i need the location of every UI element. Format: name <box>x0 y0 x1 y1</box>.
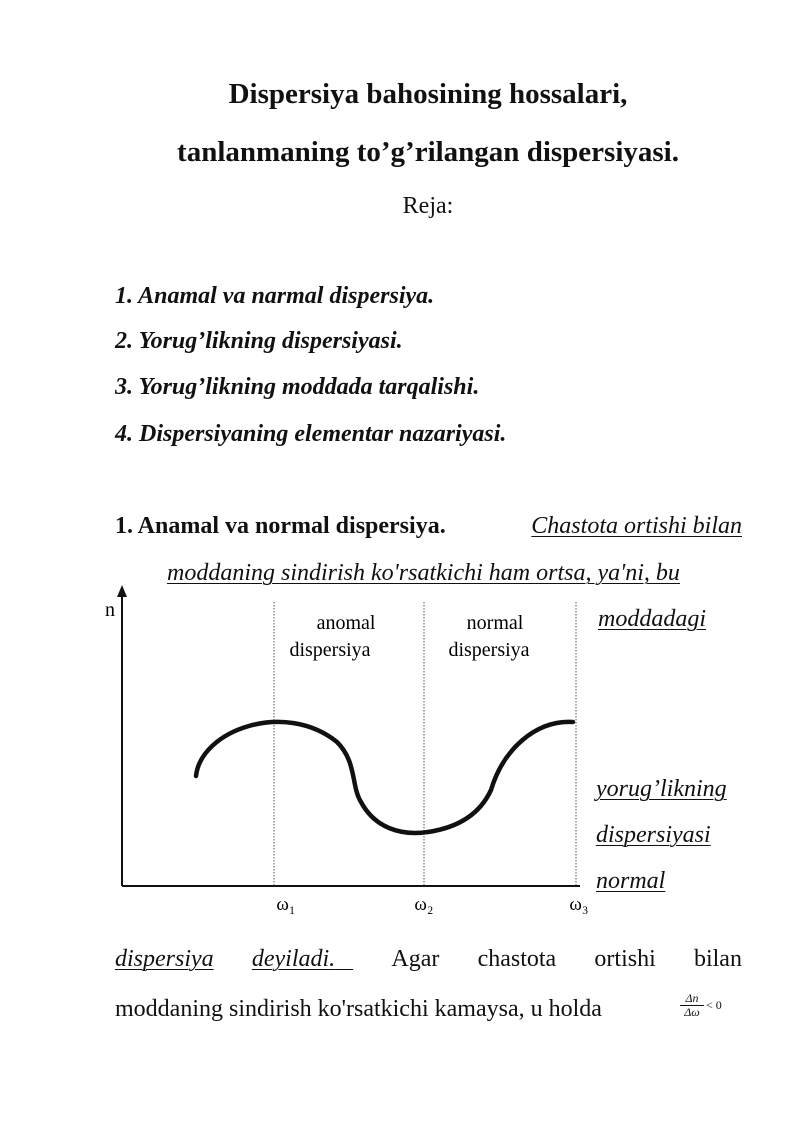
plan-label: Reja: <box>402 193 454 219</box>
section1-heading: 1. Anamal va normal dispersiya. <box>115 513 446 539</box>
side-text-4: normal <box>596 868 666 894</box>
formula-relation: < 0 <box>706 998 722 1012</box>
formula <box>680 992 722 1019</box>
y-axis-arrow <box>117 585 127 597</box>
dispersion-graph <box>95 580 605 920</box>
region2-label-b: dispersiya <box>448 639 530 661</box>
section1-line2: moddaning sindirish ko'rsatkichi ham ortsa, ya'ni, bu <box>167 560 680 586</box>
plan-item-3: 3. Yorug’likning moddada tarqalishi. <box>115 374 480 400</box>
x-tick-omega1: ω₁ <box>276 894 296 915</box>
plan-item-4: 4. Dispersiyaning elementar nazariyasi. <box>115 421 507 447</box>
plan-item-1: 1. Anamal va narmal dispersiya. <box>115 283 435 309</box>
after-graph-line <box>115 946 742 973</box>
region1-label-a: anomal <box>316 612 376 634</box>
region1-label-b: dispersiya <box>289 639 371 661</box>
after-word-6: bilan <box>693 946 742 972</box>
formula-numerator: Δn <box>685 991 699 1005</box>
after-word-2: deyiladi. <box>251 946 336 972</box>
dispersion-curve <box>196 722 573 833</box>
last-line: moddaning sindirish ko'rsatkichi kamaysa, u holda <box>115 996 602 1022</box>
plan-item-2: 2. Yorug’likning dispersiyasi. <box>115 328 403 354</box>
after-word-5: ortishi <box>594 946 656 972</box>
after-word-3: Agar <box>391 946 440 972</box>
side-text-1: moddadagi <box>598 606 706 632</box>
y-axis-label: n <box>105 599 115 621</box>
after-word-1: dispersiya <box>115 946 214 972</box>
side-text-2: yorug’likning <box>596 776 727 802</box>
side-text-3: dispersiyasi <box>596 822 711 848</box>
formula-denominator: Δω <box>684 1005 700 1019</box>
x-tick-omega3: ω₃ <box>569 894 589 915</box>
page-title-line2: tanlanmaning to’g’rilangan dispersiyasi. <box>177 136 679 168</box>
page-title-line1: Dispersiya bahosining hossalari, <box>228 78 628 110</box>
region2-label-a: normal <box>466 612 524 634</box>
section1-line1 <box>115 513 742 540</box>
after-word-4: chastota <box>477 946 557 972</box>
section1-line1-tail: Chastota ortishi bilan <box>531 513 742 539</box>
x-tick-omega2: ω₂ <box>414 894 434 915</box>
